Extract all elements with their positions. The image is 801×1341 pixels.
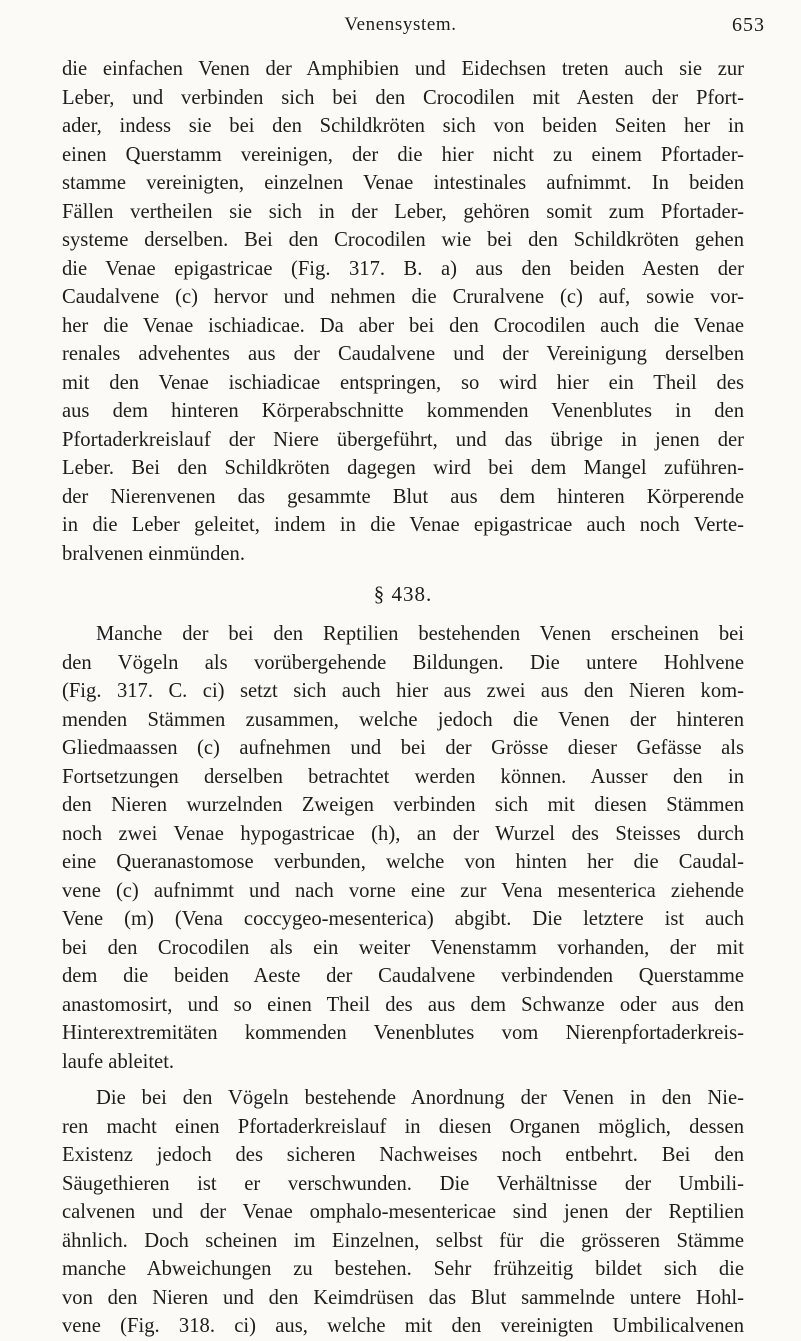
- text-line: eine Queranastomose verbunden, welche von hinten her die Caudal-: [62, 851, 744, 873]
- text-line: Fortsetzungen derselben betrachtet werden können. Ausser den in: [62, 765, 744, 788]
- text-line: Pfortaderkreislauf der Niere übergeführt, und das übrige in jenen der: [62, 428, 744, 451]
- text-line: vene (Fig. 318. ci) aus, welche mit den vereinigten Umbilicalvenen: [62, 1315, 744, 1337]
- text-line: der Nierenvenen das gesammte Blut aus dem hinteren Körperende: [62, 485, 744, 508]
- text-line: Caudalvene (c) hervor und nehmen die Cruralvene (c) auf, sowie vor-: [62, 286, 744, 308]
- text-line: calvenen und der Venae omphalo-mesentericae sind jenen der Reptilien: [62, 1201, 744, 1223]
- running-head: [0, 10, 801, 42]
- section-heading: § 438.: [373, 582, 433, 606]
- text-line: Vene (m) (Vena coccygeo-mesenterica) abgibt. Die letztere ist auch: [62, 908, 744, 930]
- text-line: die Venae epigastricae (Fig. 317. B. a) aus den beiden Aesten der: [62, 257, 744, 280]
- text-line: in die Leber geleitet, indem in die Venae epigastricae auch noch Verte-: [62, 514, 744, 536]
- text-line: Fällen vertheilen sie sich in der Leber, gehören somit zum Pfortader-: [62, 200, 744, 223]
- text-line: anastomosirt, und so einen Theil des aus dem Schwanze oder aus den: [62, 993, 744, 1016]
- text-line: (Fig. 317. C. ci) setzt sich auch hier aus zwei aus den Nieren kom-: [62, 680, 744, 702]
- text-line: Gliedmaassen (c) aufnehmen und bei der Grösse dieser Gefässe als: [62, 737, 744, 759]
- text-line: Hinterextremitäten kommenden Venenblutes vom Nierenpfortaderkreis-: [62, 1022, 744, 1044]
- text-line: Säugethieren ist er verschwunden. Die Verhältnisse der Umbili-: [62, 1172, 744, 1195]
- text-line: ader, indess sie bei den Schildkröten sich von beiden Seiten her in: [62, 115, 744, 137]
- text-line: dem die beiden Aeste der Caudalvene verbindenden Querstamme: [62, 965, 744, 987]
- text-line: systeme derselben. Bei den Crocodilen wie bei den Schildkröten gehen: [62, 229, 744, 251]
- text-line: stamme vereinigten, einzelnen Venae intestinales aufnimmt. In beiden: [62, 172, 744, 194]
- text-line: den Vögeln als vorübergehende Bildungen. Die untere Hohlvene: [62, 651, 744, 674]
- text-line: bei den Crocodilen als ein weiter Venenstamm vorhanden, der mit: [62, 936, 744, 959]
- text-line: mit den Venae ischiadicae entspringen, so wird hier ein Theil des: [62, 371, 744, 394]
- text-line: Existenz jedoch des sicheren Nachweises noch entbehrt. Bei den: [62, 1144, 744, 1166]
- paragraph-1: [62, 55, 744, 568]
- text-line: aus dem hinteren Körperabschnitte kommenden Venenblutes in den: [62, 400, 744, 422]
- paragraph-3: [62, 1084, 744, 1341]
- text-line: Leber. Bei den Schildkröten dagegen wird bei dem Mangel zuführen-: [62, 457, 744, 479]
- text-line: renales advehentes aus der Caudalvene und der Vereinigung derselben: [62, 343, 744, 365]
- text-line: bralvenen einmünden.: [62, 542, 245, 565]
- text-line: ähnlich. Doch scheinen im Einzelnen, selbst für die grösseren Stämme: [62, 1229, 744, 1252]
- paragraph-2: [62, 620, 744, 1076]
- text-line: vene (c) aufnimmt und nach vorne eine zur Vena mesenterica ziehende: [62, 879, 744, 902]
- text-line: her die Venae ischiadicae. Da aber bei den Crocodilen auch die Venae: [62, 314, 744, 337]
- text-line: Manche der bei den Reptilien bestehenden Venen erscheinen bei: [96, 623, 744, 645]
- page-number: 653: [732, 14, 765, 36]
- body-text: [62, 55, 744, 1341]
- text-line: den Nieren wurzelnden Zweigen verbinden sich mit diesen Stämmen: [62, 794, 744, 816]
- paragraph-gap: [62, 1076, 744, 1084]
- text-line: von den Nieren und den Keimdrüsen das Blut sammelnde untere Hohl-: [62, 1286, 744, 1309]
- running-title: Venensystem.: [344, 14, 457, 35]
- text-line: noch zwei Venae hypogastricae (h), an der Wurzel des Steisses durch: [62, 822, 744, 845]
- text-line: Leber, und verbinden sich bei den Crocodilen mit Aesten der Pfort-: [62, 86, 744, 109]
- text-line: einen Querstamm vereinigen, der die hier nicht zu einem Pfortader-: [62, 143, 744, 166]
- text-line: die einfachen Venen der Amphibien und Eidechsen treten auch sie zur: [62, 58, 744, 80]
- text-line: manche Abweichungen zu bestehen. Sehr frühzeitig bildet sich die: [62, 1258, 744, 1280]
- text-line: laufe ableitet.: [62, 1050, 175, 1073]
- text-line: Die bei den Vögeln bestehende Anordnung der Venen in den Nie-: [96, 1087, 744, 1109]
- text-line: menden Stämmen zusammen, welche jedoch die Venen der hinteren: [62, 708, 744, 731]
- text-line: ren macht einen Pfortaderkreislauf in diesen Organen möglich, dessen: [62, 1115, 744, 1138]
